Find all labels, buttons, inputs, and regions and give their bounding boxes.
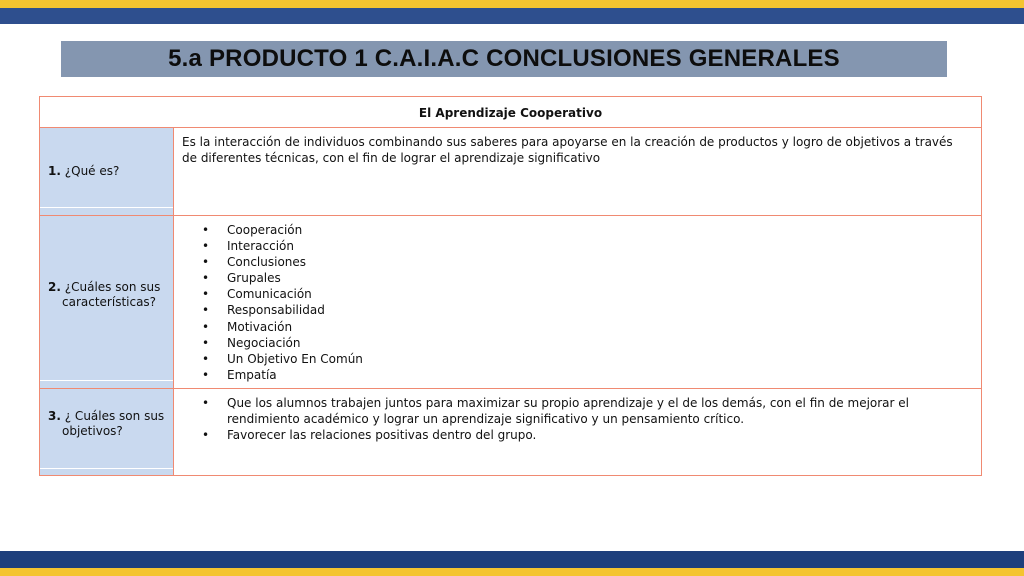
answer-cell-2 [174,216,981,388]
question-number: 1. [48,164,61,178]
list-item: • Responsabilidad [174,302,363,318]
list-item: • Motivación [174,319,363,335]
list-item: • Que los alumnos trabajen juntos para maximizar su propio aprendizaje y el de los demás, con el fin de mejorar el rendimiento académico y lograr un aprendizaje significativo y un pensamiento crítico. [174,395,953,427]
list-item: • Interacción [174,238,363,254]
question-text: ¿ Cuáles son sus objetivos? [62,409,165,438]
definition-text: Es la interacción de individuos combinando sus saberes para apoyarse en la creación de productos y logro de objetivos a través de diferentes técnicas, con el fin de lograr el aprendizaje significativo [182,135,953,165]
question-cell-2 [40,216,174,388]
list-item: • Comunicación [174,286,363,302]
cell-separator [40,468,173,469]
list-item: • Conclusiones [174,254,363,270]
list-item: • Un Objetivo En Común [174,351,363,367]
cell-separator [40,207,173,208]
list-item: • Cooperación [174,222,363,238]
answer-cell-3 [174,389,981,475]
table-header: El Aprendizaje Cooperativo [418,105,603,120]
list-item: • Negociación [174,335,363,351]
question-number: 3. [48,409,61,423]
question-text: ¿Qué es? [64,164,120,178]
question-cell-1 [40,128,174,215]
slide-title-bar [61,41,947,77]
answer-cell-1 [174,128,981,215]
list-item: • Favorecer las relaciones positivas dentro del grupo. [174,427,953,443]
question-cell-3 [40,389,174,475]
question-text: ¿Cuáles son sus características? [62,280,161,309]
characteristics-list [174,222,363,383]
cell-separator [40,380,173,381]
top-gold-stripe [0,0,1024,8]
table-row-what-is [40,128,981,215]
table-row-characteristics [40,216,981,388]
question-number: 2. [48,280,61,294]
top-blue-stripe [0,8,1024,24]
list-item: • Empatía [174,367,363,383]
list-item: • Grupales [174,270,363,286]
bottom-gold-stripe [0,568,1024,576]
table-row-objectives [40,389,981,475]
bottom-blue-stripe [0,551,1024,568]
cooperative-learning-table [39,96,982,476]
objectives-list [174,395,953,443]
slide-title: 5.a PRODUCTO 1 C.A.I.A.C CONCLUSIONES GENERALES [168,45,840,72]
